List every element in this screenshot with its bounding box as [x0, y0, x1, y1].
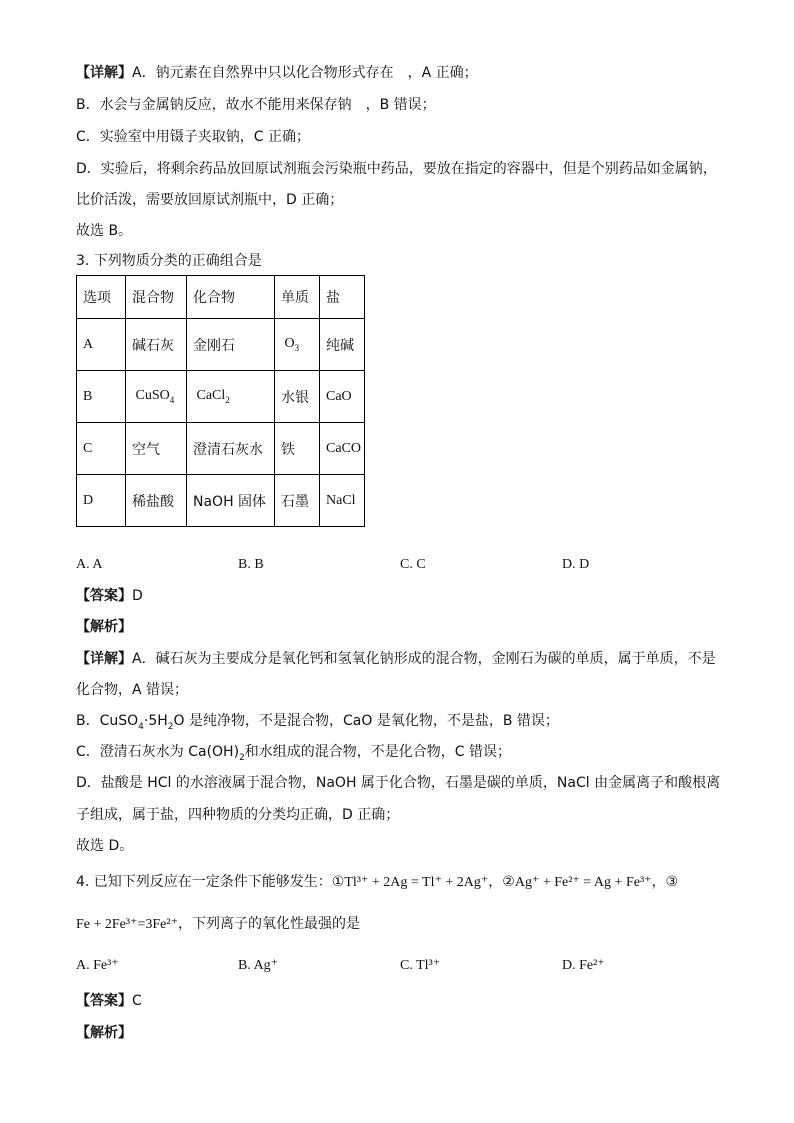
table-cell: 金刚石 [187, 319, 275, 371]
table-cell: 澄清石灰水 [187, 423, 275, 475]
text-fragment: C．澄清石灰水为 Ca(OH) [76, 744, 240, 760]
q4-option-a: A. Fe³⁺ [76, 958, 119, 973]
explain-line-2: 化合物，A 错误； [76, 682, 189, 698]
question-4-stem-line-2 [76, 914, 360, 935]
table-header-row [77, 276, 365, 319]
q4-answer-line [76, 991, 142, 1011]
answer-line [76, 586, 143, 606]
formula-subscript: 4 [138, 721, 144, 732]
table-row [77, 319, 365, 371]
detail-line-4: D．实验后，将剩余药品放回原试剂瓶会污染瓶中药品，要放在指定的容器中，但是个别药品如金属钠， [76, 161, 717, 177]
formula-subscript: 2 [225, 394, 230, 405]
table-cell: B [77, 371, 126, 423]
option-b: B. B [238, 557, 264, 572]
text-fragment: ，③ [651, 874, 679, 890]
answer-tag: 【答案】 [76, 993, 132, 1009]
explain-line-5: D．盐酸是 HCl 的水溶液属于混合物，NaOH 属于化合物，石墨是碳的单质，NaCl 由金属离子和酸根离 [76, 775, 721, 791]
option-a: A. A [76, 557, 103, 572]
explain-line-7: 故选 D。 [76, 838, 134, 854]
text-fragment: 4. 已知下列反应在一定条件下能够发生：① [76, 874, 345, 890]
formula-subscript: 4 [169, 394, 175, 405]
detail-line-2: B．水会与金属钠反应，故水不能用来保存钠 ，B 错误； [76, 97, 436, 113]
detail-text: A．钠元素在自然界中只以化合物形式存在 ，A 正确； [132, 65, 478, 81]
table-cell: CaCO [320, 423, 365, 475]
detail-line-1 [76, 63, 478, 83]
text-fragment: ，② [488, 874, 515, 890]
question-3-stem: 3. 下列物质分类的正确组合是 [76, 253, 262, 269]
q4-option-c: C. Tl³⁺ [400, 958, 441, 973]
formula-symbol: CaCl [196, 388, 226, 404]
table-header-cell: 盐 [320, 276, 365, 319]
formula-symbol: O [284, 336, 295, 352]
option-c: C. C [400, 557, 426, 572]
table-cell: 水银 [275, 371, 320, 423]
q4-option-d: D. Fe²⁺ [562, 958, 605, 973]
explain-text: A．碱石灰为主要成分是氧化钙和氢氧化钠形成的混合物，金刚石为碳的单质，属于单质，不是 [132, 651, 716, 667]
explain-line-4 [76, 742, 511, 768]
formula-subscript: 2 [167, 721, 174, 732]
text-fragment: ·5H [143, 713, 168, 729]
table-cell: 铁 [275, 423, 320, 475]
detail-line-6: 故选 B。 [76, 223, 133, 239]
detail-tag: 【详解】 [76, 65, 132, 81]
table-cell: 稀盐酸 [126, 475, 187, 527]
table-cell: 碱石灰 [126, 319, 187, 371]
answer-tag: 【答案】 [76, 588, 132, 604]
table-cell: A [77, 319, 126, 371]
detail-line-5: 比价活泼，需要放回原试剂瓶中，D 正确； [76, 192, 344, 208]
explain-line-1 [76, 649, 716, 669]
formula-subscript: 3 [294, 342, 300, 353]
answer-value: C [132, 993, 142, 1009]
formula-subscript: 2 [239, 752, 245, 763]
table-row [77, 371, 365, 423]
table-cell: 空气 [126, 423, 187, 475]
table-cell: CaO [320, 371, 365, 423]
table-cell: NaOH 固体 [187, 475, 275, 527]
answer-value: D [132, 588, 143, 604]
option-d: D. D [562, 557, 590, 572]
table-cell [126, 371, 187, 423]
table-cell: 纯碱 [320, 319, 365, 371]
explain-line-6: 子组成，属于盐，四种物质的分类均正确，D 正确； [76, 807, 400, 823]
table-row [77, 423, 365, 475]
explain-line-3 [76, 711, 559, 737]
formula-symbol: CuSO [135, 388, 170, 404]
detail-line-3: C．实验室中用镊子夹取钠，C 正确； [76, 129, 311, 145]
reaction-2: Ag⁺ + Fe²⁺ = Ag + Fe³⁺ [514, 875, 652, 890]
q4-analysis-tag: 【解析】 [76, 1025, 132, 1041]
text-fragment: ，下列离子的氧化性最强的是 [177, 916, 360, 932]
analysis-tag: 【解析】 [76, 619, 132, 635]
reaction-3: Fe + 2Fe³⁺=3Fe²⁺ [76, 917, 178, 932]
table-cell: C [77, 423, 126, 475]
table-cell [275, 319, 320, 371]
q4-option-b: B. Ag⁺ [238, 958, 279, 973]
table-cell: D [77, 475, 126, 527]
table-cell [187, 371, 275, 423]
table-cell: 石墨 [275, 475, 320, 527]
question-4-stem-line-1 [76, 872, 678, 893]
table-cell: NaCl [320, 475, 365, 527]
table-header-cell: 单质 [275, 276, 320, 319]
table-header-cell: 选项 [77, 276, 126, 319]
text-fragment: 和水组成的混合物，不是化合物，C 错误； [244, 744, 512, 760]
classification-table [76, 275, 365, 527]
table-row [77, 475, 365, 527]
text-fragment: B．CuSO [76, 713, 139, 729]
table-header-cell: 混合物 [126, 276, 187, 319]
detail-tag: 【详解】 [76, 651, 132, 667]
text-fragment: O 是纯净物，不是混合物，CaO 是氧化物，不是盐，B 错误； [173, 713, 559, 729]
table-header-cell: 化合物 [187, 276, 275, 319]
reaction-1: Tl³⁺ + 2Ag = Tl⁺ + 2Ag⁺ [344, 875, 489, 890]
